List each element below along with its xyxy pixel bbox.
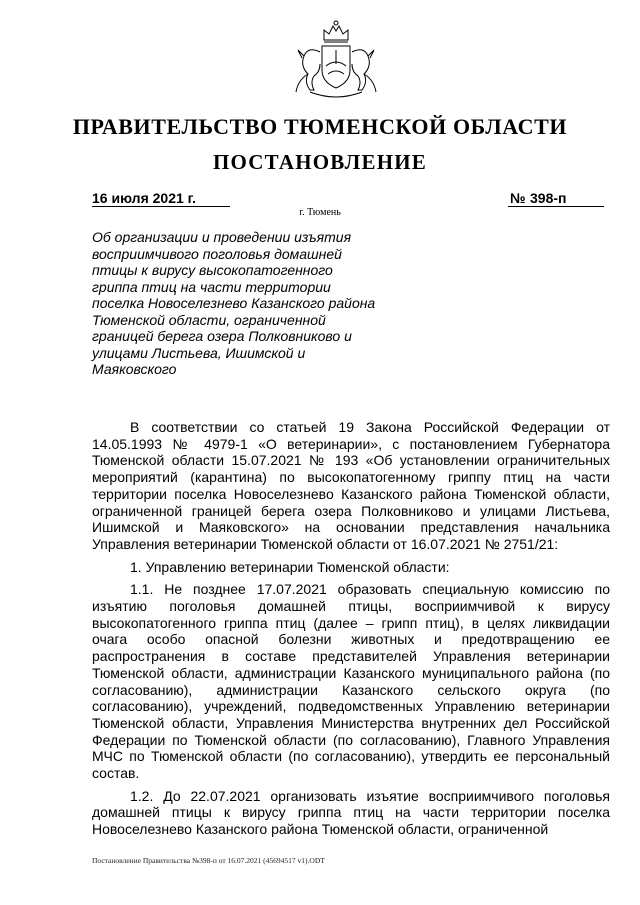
number-sign: № xyxy=(510,190,526,206)
document-footer: Постановление Правительства №398-п от 16.07.2021 (45694517 v1).ODT xyxy=(92,856,325,865)
document-date: 16 июля 2021 г. xyxy=(92,190,196,206)
item-1-paragraph: 1. Управлению ветеринарии Тюменской области: xyxy=(130,558,450,575)
preamble-paragraph: В соответствии со статьей 19 Закона Российской Федерации от 14.05.1993 № 4979-1 «О ветеринарии», с постановлением Губернатора Тюменской области 15.07.2021 № 193 «Об установлении ограничительных мероприятий (карантина) по высокопатогенному гриппу птиц на части территории поселка Новоселезнево Казанского района Тюменской области, ограниченной границей берега озера Полковниково и улицами Листьева, Ишимской и Маяковского» на основании представления начальника Управления ветеринарии Тюменской области от 16.07.2021 № 2751/21: xyxy=(92,419,610,552)
city-label: г. Тюмень xyxy=(299,207,341,218)
item-1-2-paragraph: 1.2. До 22.07.2021 организовать изъятие восприимчивого поголовья домашней птицы к вирусу гриппа птиц на части территории поселка Новоселезнево Казанского района Тюменской области, ограниченной xyxy=(92,787,610,838)
coat-of-arms-icon xyxy=(290,18,382,104)
document-number: 398-п xyxy=(530,190,567,206)
government-title: ПРАВИТЕЛЬСТВО ТЮМЕНСКОЙ ОБЛАСТИ xyxy=(72,114,568,139)
document-type-title: ПОСТАНОВЛЕНИЕ xyxy=(212,150,428,174)
document-subject: Об организации и проведении изъятия восприимчивого поголовья домашней птицы к вирусу высокопатогенного гриппа птиц на части территории поселка Новоселезнево Казанского района Тюменской области, ограниченной границей берега озера Полковниково и улицами Листьева, Ишимской и Маяковского xyxy=(92,229,376,377)
item-1-1-paragraph: 1.1. Не позднее 17.07.2021 образовать специальную комиссию по изъятию поголовья домашней птицы, восприимчивой к вирусу высокопатогенного гриппа птиц (далее – грипп птиц), в целях ликвидации очага особо опасной болезни животных и предотвращению ее распространения в составе представителей Управления ветеринарии Тюменской области, администрации Казанского муниципального района (по согласованию), администрации Казанского сельского округа (по согласованию), учреждений, подведомственных Управлению ветеринарии Тюменской области, Управления Министерства внутренних дел Российской Федерации по Тюменской области (по согласованию), Главного Управления МЧС по Тюменской области (по согласованию), утвердить ее персональный состав. xyxy=(92,581,610,782)
document-body xyxy=(92,419,610,838)
